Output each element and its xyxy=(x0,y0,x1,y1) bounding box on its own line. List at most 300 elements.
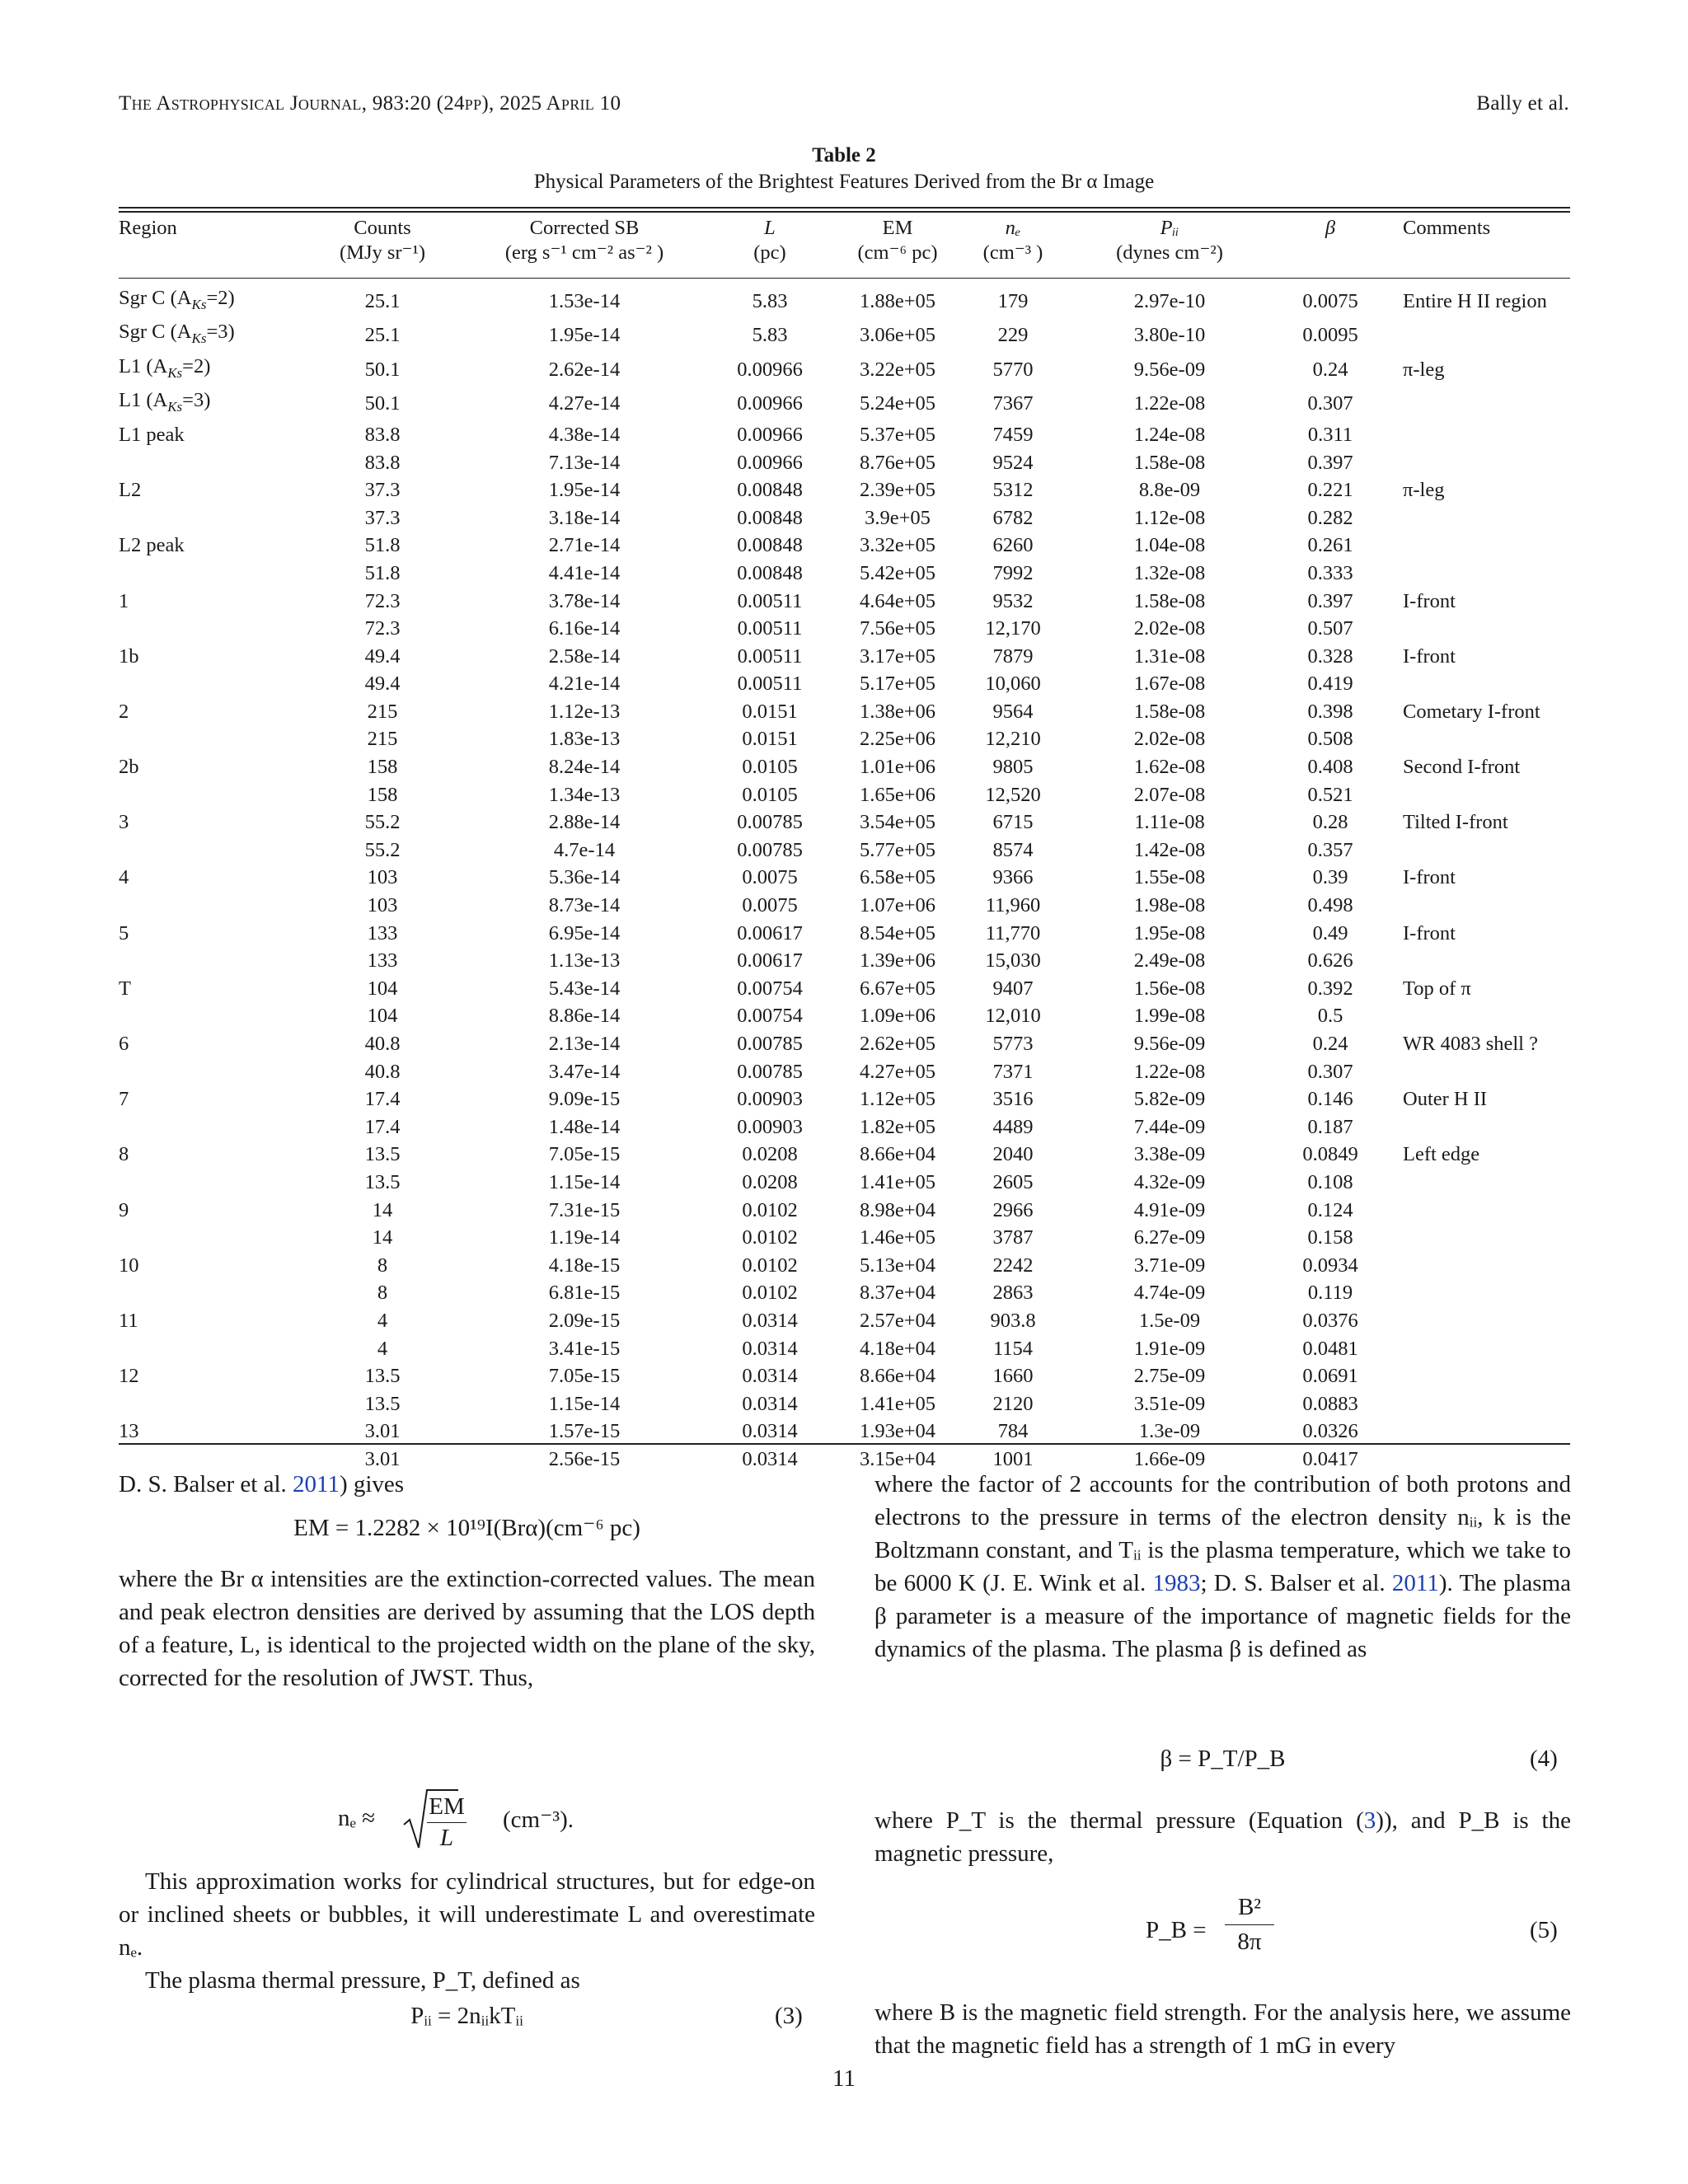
cell-region: 2b xyxy=(119,756,139,779)
table-row xyxy=(119,353,1570,387)
cell-em: 4.64e+05 xyxy=(859,589,936,612)
col-header-beta: β xyxy=(1325,217,1336,239)
cell-l: 0.00966 xyxy=(737,358,803,381)
cell-beta: 0.39 xyxy=(1312,866,1348,889)
cell-beta: 0.311 xyxy=(1307,423,1353,446)
cell-em: 3.22e+05 xyxy=(859,358,936,381)
equation-3: Pᵢᵢ = 2nᵢᵢkTᵢᵢ xyxy=(410,2003,523,2029)
cell-corrected-sb: 4.27e-14 xyxy=(548,392,621,415)
cell-l: 0.0314 xyxy=(742,1447,798,1470)
cell-pii: 5.82e-09 xyxy=(1133,1088,1206,1111)
left-para-4: The plasma thermal pressure, P_T, defined as xyxy=(145,1967,580,1994)
cell-pii: 1.58e-08 xyxy=(1133,451,1206,474)
cell-beta: 0.0376 xyxy=(1302,1309,1358,1332)
cell-comments: I-front xyxy=(1403,921,1456,944)
cell-corrected-sb: 7.13e-14 xyxy=(548,451,621,474)
cell-pii: 1.24e-08 xyxy=(1133,423,1206,446)
cell-region xyxy=(119,670,300,698)
cell-l: 0.00966 xyxy=(737,392,803,415)
cell-comments xyxy=(1388,1279,1570,1307)
table-row xyxy=(119,892,1570,920)
cell-pii: 1.3e-09 xyxy=(1138,1420,1201,1443)
col-header-comments: Comments xyxy=(1403,217,1491,239)
cell-corrected-sb: 8.24e-14 xyxy=(548,756,621,779)
cell-pii: 1.11e-08 xyxy=(1134,811,1205,834)
cell-l: 0.00785 xyxy=(737,1060,803,1083)
table-row xyxy=(119,1197,1570,1225)
cell-em: 3.17e+05 xyxy=(859,644,936,668)
table-row xyxy=(119,781,1570,809)
cell-l: 0.00617 xyxy=(737,949,803,972)
table-row xyxy=(119,1058,1570,1086)
table-row xyxy=(119,1030,1570,1058)
cell-comments xyxy=(1388,837,1570,865)
cell-counts: 215 xyxy=(367,728,398,751)
table-row xyxy=(119,864,1570,892)
cell-corrected-sb: 2.58e-14 xyxy=(548,644,621,668)
cell-em: 4.18e+04 xyxy=(859,1337,936,1360)
cell-region: 11 xyxy=(119,1309,138,1332)
cell-ne: 1154 xyxy=(992,1337,1034,1360)
cell-region xyxy=(119,1169,300,1197)
cell-corrected-sb: 1.95e-14 xyxy=(548,479,621,502)
cell-counts: 17.4 xyxy=(364,1088,401,1111)
cell-pii: 6.27e-09 xyxy=(1133,1226,1206,1249)
cell-em: 5.17e+05 xyxy=(859,673,936,696)
col-header-region: Region xyxy=(119,217,177,239)
table-row xyxy=(119,615,1570,643)
cell-counts: 3.01 xyxy=(364,1447,401,1470)
cell-region: Sgr C $(A_{Ks}=2)$ xyxy=(119,287,235,312)
cell-beta: 0.507 xyxy=(1307,617,1353,640)
cell-corrected-sb: 2.88e-14 xyxy=(548,811,621,834)
cell-em: 2.39e+05 xyxy=(859,479,936,502)
table-row xyxy=(119,1307,1570,1335)
cell-comments xyxy=(1388,1058,1570,1086)
cell-region: T xyxy=(119,977,131,1000)
cell-l: 0.0314 xyxy=(742,1420,798,1443)
cell-beta: 0.307 xyxy=(1307,392,1353,415)
col-header-em: EM (cm⁻⁶ pc) xyxy=(857,217,938,264)
cell-em: 3.06e+05 xyxy=(859,324,936,347)
cell-comments xyxy=(1388,1362,1570,1390)
left-para-1: D. S. Balser et al. 2011) gives xyxy=(119,1471,405,1497)
cell-l: 0.0314 xyxy=(742,1309,798,1332)
cell-em: 8.76e+05 xyxy=(859,451,936,474)
cell-ne: 179 xyxy=(997,289,1029,312)
table-row xyxy=(119,725,1570,753)
cell-em: 6.67e+05 xyxy=(859,977,936,1000)
page-number: 11 xyxy=(832,2065,856,2092)
table-row xyxy=(119,808,1570,837)
cell-l: 0.0105 xyxy=(742,783,798,806)
cell-corrected-sb: 3.78e-14 xyxy=(548,589,621,612)
cell-l: 0.0208 xyxy=(742,1170,798,1193)
data-table xyxy=(119,216,1570,1474)
cell-em: 5.24e+05 xyxy=(859,392,936,415)
cell-ne: 2966 xyxy=(992,1198,1034,1221)
cell-region: 5 xyxy=(119,921,129,944)
cell-pii: 2.97e-10 xyxy=(1133,289,1206,312)
cell-ne: 2863 xyxy=(992,1282,1034,1305)
cell-pii: 1.56e-08 xyxy=(1133,977,1206,1000)
cell-comments: Second I-front xyxy=(1403,756,1521,779)
cell-corrected-sb: 1.19e-14 xyxy=(548,1226,621,1249)
cell-counts: 158 xyxy=(367,756,398,779)
col-header-l: L (pc) xyxy=(753,217,786,264)
cell-comments: I-front xyxy=(1403,644,1456,668)
table-row xyxy=(119,1224,1570,1252)
cell-beta: 0.398 xyxy=(1307,700,1353,723)
cell-corrected-sb: 8.86e-14 xyxy=(548,1005,621,1028)
cell-pii: 1.58e-08 xyxy=(1133,589,1206,612)
cell-beta: 0.261 xyxy=(1307,534,1353,557)
cell-beta: 0.521 xyxy=(1307,783,1353,806)
col-header-pii: Pᵢᵢ (dynes cm⁻²) xyxy=(1116,217,1223,264)
cell-pii: 8.8e-09 xyxy=(1138,479,1201,502)
cell-ne: 12,170 xyxy=(985,617,1041,640)
cell-l: 5.83 xyxy=(752,324,788,347)
cell-ne: 7371 xyxy=(992,1060,1034,1083)
cell-em: 8.37e+04 xyxy=(859,1282,936,1305)
cell-corrected-sb: 5.36e-14 xyxy=(548,866,621,889)
equation-5 xyxy=(1146,1892,1343,1966)
cell-l: 0.00754 xyxy=(737,1005,803,1028)
cell-comments: Top of π xyxy=(1403,977,1471,1000)
cell-l: 0.0102 xyxy=(742,1226,798,1249)
cell-pii: 2.49e-08 xyxy=(1133,949,1206,972)
cell-ne: 9407 xyxy=(992,977,1034,1000)
cell-counts: 49.4 xyxy=(364,673,401,696)
equation-em: EM = 1.2282 × 10¹⁹I(Brα)(cm⁻⁶ pc) xyxy=(293,1515,640,1541)
cell-region: L2 xyxy=(119,479,142,502)
table-header-row xyxy=(119,216,1570,278)
cell-corrected-sb: 8.73e-14 xyxy=(548,894,621,917)
cell-counts: 3.01 xyxy=(364,1420,401,1443)
cell-l: 0.0151 xyxy=(742,728,798,751)
equation-4: β = P_T/P_B xyxy=(1160,1746,1286,1772)
cell-comments xyxy=(1388,532,1570,560)
cell-region xyxy=(119,781,300,809)
cell-comments xyxy=(1388,1169,1570,1197)
cell-em: 2.25e+06 xyxy=(859,728,936,751)
cell-pii: 4.91e-09 xyxy=(1133,1198,1206,1221)
cell-pii: 1.22e-08 xyxy=(1133,1060,1206,1083)
cell-counts: 133 xyxy=(367,921,398,944)
cell-ne: 6715 xyxy=(992,811,1034,834)
cell-comments: I-front xyxy=(1403,589,1456,612)
cell-em: 3.15e+04 xyxy=(859,1447,936,1470)
cell-corrected-sb: 3.47e-14 xyxy=(548,1060,621,1083)
cell-ne: 903.8 xyxy=(990,1309,1036,1332)
cell-counts: 37.3 xyxy=(364,506,401,529)
cell-comments xyxy=(1388,449,1570,477)
cell-counts: 158 xyxy=(367,783,398,806)
cell-region xyxy=(119,449,300,477)
equation-ne xyxy=(338,1787,602,1853)
table-row xyxy=(119,476,1570,504)
cell-corrected-sb: 6.81e-15 xyxy=(548,1282,621,1305)
cell-counts: 8 xyxy=(377,1254,388,1277)
cell-pii: 1.5e-09 xyxy=(1138,1309,1201,1332)
cell-pii: 2.02e-08 xyxy=(1133,728,1206,751)
table-row xyxy=(119,837,1570,865)
cell-corrected-sb: 1.15e-14 xyxy=(548,1392,621,1415)
cell-region: L1 peak xyxy=(119,423,185,446)
table-row xyxy=(119,504,1570,532)
cell-pii: 9.56e-09 xyxy=(1133,358,1206,381)
cell-beta: 0.49 xyxy=(1312,921,1348,944)
cell-counts: 103 xyxy=(367,866,398,889)
cell-comments: Cometary I-front xyxy=(1403,700,1540,723)
cell-beta: 0.124 xyxy=(1307,1198,1353,1221)
table-row xyxy=(119,1169,1570,1197)
cell-comments xyxy=(1388,1002,1570,1030)
cell-em: 8.54e+05 xyxy=(859,921,936,944)
cell-region: 13 xyxy=(119,1420,139,1443)
cell-beta: 0.0934 xyxy=(1302,1254,1358,1277)
cell-em: 1.39e+06 xyxy=(859,949,936,972)
cell-corrected-sb: 3.41e-15 xyxy=(548,1337,621,1360)
left-para-3: This approximation works for cylindrical structures, but for edge-on or inclined sheets or bubbles, it will underestimate L and overestimate nₑ. xyxy=(119,1868,815,1961)
cell-l: 0.00785 xyxy=(737,811,803,834)
cell-corrected-sb: 1.13e-13 xyxy=(548,949,621,972)
cell-region xyxy=(119,615,300,643)
running-head-journal: The Astrophysical Journal, 983:20 (24pp), 2025 April 10 xyxy=(119,92,621,115)
table-row xyxy=(119,449,1570,477)
table-row xyxy=(119,1362,1570,1390)
cell-l: 0.0102 xyxy=(742,1282,798,1305)
cell-em: 1.41e+05 xyxy=(859,1170,936,1193)
cell-beta: 0.24 xyxy=(1312,358,1348,381)
cell-ne: 7459 xyxy=(992,423,1034,446)
cell-counts: 50.1 xyxy=(364,392,401,415)
table-top-rule-2 xyxy=(119,211,1570,213)
cell-region: 12 xyxy=(119,1365,139,1388)
cell-region: 1 xyxy=(119,589,129,612)
cell-counts: 13.5 xyxy=(364,1143,401,1166)
cell-l: 0.0075 xyxy=(742,866,798,889)
cell-region xyxy=(119,837,300,865)
table-top-rule xyxy=(119,207,1570,209)
cell-region: L1 $(A_{Ks}=3)$ xyxy=(119,389,211,415)
cell-counts: 104 xyxy=(367,1005,398,1028)
table-row xyxy=(119,387,1570,420)
cell-beta: 0.0075 xyxy=(1302,289,1358,312)
cell-counts: 4 xyxy=(377,1309,388,1332)
cell-l: 0.0105 xyxy=(742,756,798,779)
cell-beta: 0.5 xyxy=(1317,1005,1343,1028)
cell-comments xyxy=(1388,1113,1570,1141)
table-row xyxy=(119,1418,1570,1446)
equation-3-number: (3) xyxy=(775,2003,803,2029)
cell-region: L2 peak xyxy=(119,534,185,557)
cell-l: 0.00966 xyxy=(737,423,803,446)
cell-em: 1.38e+06 xyxy=(859,700,936,723)
cell-counts: 13.5 xyxy=(364,1365,401,1388)
table-row xyxy=(119,920,1570,948)
cell-pii: 1.95e-08 xyxy=(1133,921,1206,944)
table-row xyxy=(119,947,1570,975)
cell-comments xyxy=(1388,421,1570,449)
cell-beta: 0.392 xyxy=(1307,977,1353,1000)
equation-4-number: (4) xyxy=(1530,1746,1558,1772)
cell-comments: Outer H II xyxy=(1403,1088,1488,1111)
cell-em: 1.88e+05 xyxy=(859,289,936,312)
cell-beta: 0.0883 xyxy=(1302,1392,1358,1415)
cell-pii: 2.02e-08 xyxy=(1133,617,1206,640)
cell-em: 3.54e+05 xyxy=(859,811,936,834)
cell-region xyxy=(119,725,300,753)
table-row xyxy=(119,588,1570,616)
cell-beta: 0.508 xyxy=(1307,728,1353,751)
citation-link-balser-2011[interactable]: 2011 xyxy=(293,1471,340,1497)
equation-ne-numerator: EM xyxy=(429,1793,465,1820)
cell-em: 5.37e+05 xyxy=(859,423,936,446)
cell-corrected-sb: 4.18e-15 xyxy=(548,1254,621,1277)
cell-ne: 784 xyxy=(997,1420,1029,1443)
table-row xyxy=(119,1279,1570,1307)
cell-pii: 1.62e-08 xyxy=(1133,756,1206,779)
cell-pii: 7.44e-09 xyxy=(1133,1115,1206,1138)
cell-corrected-sb: 1.57e-15 xyxy=(548,1420,621,1443)
cell-counts: 55.2 xyxy=(364,838,401,861)
cell-l: 5.83 xyxy=(752,289,788,312)
cell-region: 10 xyxy=(119,1254,139,1277)
cell-ne: 10,060 xyxy=(985,673,1041,696)
cell-em: 3.9e+05 xyxy=(865,506,931,529)
cell-corrected-sb: 6.16e-14 xyxy=(548,617,621,640)
cell-comments xyxy=(1388,892,1570,920)
cell-beta: 0.282 xyxy=(1307,506,1353,529)
cell-region: 1b xyxy=(119,644,139,668)
cell-ne: 7992 xyxy=(992,561,1034,584)
cell-pii: 1.22e-08 xyxy=(1133,392,1206,415)
cell-comments xyxy=(1388,1224,1570,1252)
table-row xyxy=(119,1141,1570,1169)
cell-beta: 0.419 xyxy=(1307,673,1353,696)
cell-l: 0.00966 xyxy=(737,451,803,474)
cell-ne: 11,960 xyxy=(985,894,1041,917)
cell-corrected-sb: 2.13e-14 xyxy=(548,1033,621,1055)
cell-comments xyxy=(1388,781,1570,809)
cell-comments: π-leg xyxy=(1403,358,1445,381)
cell-ne: 7367 xyxy=(992,392,1034,415)
cell-region xyxy=(119,1390,300,1418)
cell-counts: 4 xyxy=(377,1337,388,1360)
table-row xyxy=(119,1252,1570,1280)
cell-comments xyxy=(1388,1252,1570,1280)
citation-link-wink-1983[interactable]: 1983 xyxy=(1152,1570,1201,1596)
cell-beta: 0.626 xyxy=(1307,949,1353,972)
equation-3-link[interactable]: 3 xyxy=(1363,1807,1376,1834)
cell-l: 0.00848 xyxy=(737,534,803,557)
cell-corrected-sb: 7.05e-15 xyxy=(548,1143,621,1166)
cell-corrected-sb: 2.09e-15 xyxy=(548,1309,621,1332)
citation-link-balser-2011-b[interactable]: 2011 xyxy=(1391,1570,1439,1596)
cell-region xyxy=(119,947,300,975)
cell-region: Sgr C $(A_{Ks}=3)$ xyxy=(119,321,235,347)
cell-comments xyxy=(1388,1390,1570,1418)
cell-l: 0.00754 xyxy=(737,977,803,1000)
cell-comments xyxy=(1388,1335,1570,1363)
cell-ne: 12,010 xyxy=(985,1005,1041,1028)
cell-region: 7 xyxy=(119,1088,129,1111)
cell-comments xyxy=(1388,1197,1570,1225)
cell-comments xyxy=(1388,1307,1570,1335)
cell-pii: 1.99e-08 xyxy=(1133,1005,1206,1028)
cell-counts: 55.2 xyxy=(364,811,401,834)
cell-em: 1.41e+05 xyxy=(859,1392,936,1415)
cell-pii: 3.71e-09 xyxy=(1133,1254,1206,1277)
cell-region: 6 xyxy=(119,1033,129,1055)
cell-ne: 3516 xyxy=(992,1088,1034,1111)
cell-ne: 4489 xyxy=(992,1115,1034,1138)
cell-ne: 5773 xyxy=(992,1033,1034,1055)
cell-comments xyxy=(1388,670,1570,698)
cell-em: 7.56e+05 xyxy=(859,617,936,640)
cell-em: 1.01e+06 xyxy=(859,756,936,779)
cell-counts: 104 xyxy=(367,977,398,1000)
cell-l: 0.00617 xyxy=(737,921,803,944)
table-row xyxy=(119,643,1570,671)
cell-em: 2.57e+04 xyxy=(859,1309,936,1332)
right-para-1: where the factor of 2 accounts for the contribution of both protons and electrons to the pressure in terms of the electron density nᵢᵢ, k is the Boltzmann constant, and Tᵢᵢ is the plasma temperature, which we take to be 6000 K (J. E. Wink et al. 1983; D. S. Balser et al. 2011). The plasma β parameter is a measure of the importance of magnetic fields for the dynamics of the plasma. The plasma β is defined as xyxy=(874,1471,1571,1662)
cell-beta: 0.397 xyxy=(1307,451,1353,474)
cell-comments xyxy=(1388,1418,1570,1446)
cell-corrected-sb: 1.53e-14 xyxy=(548,289,621,312)
cell-comments: Left edge xyxy=(1403,1143,1480,1166)
cell-corrected-sb: 4.41e-14 xyxy=(548,561,621,584)
equation-5-denominator: 8π xyxy=(1237,1929,1262,1955)
cell-pii: 3.51e-09 xyxy=(1133,1392,1206,1415)
cell-counts: 72.3 xyxy=(364,617,401,640)
table-row xyxy=(119,1113,1570,1141)
cell-comments: π-leg xyxy=(1403,479,1445,502)
cell-corrected-sb: 9.09e-15 xyxy=(548,1088,621,1111)
cell-counts: 133 xyxy=(367,949,398,972)
cell-region: 2 xyxy=(119,700,129,723)
cell-comments xyxy=(1388,947,1570,975)
cell-region xyxy=(119,1335,300,1363)
cell-beta: 0.397 xyxy=(1307,589,1353,612)
col-header-ne: nₑ (cm⁻³ ) xyxy=(982,217,1043,264)
cell-counts: 49.4 xyxy=(364,644,401,668)
cell-pii: 2.75e-09 xyxy=(1133,1365,1206,1388)
cell-ne: 1001 xyxy=(992,1447,1034,1470)
cell-l: 0.00511 xyxy=(737,644,803,668)
cell-corrected-sb: 1.48e-14 xyxy=(548,1115,621,1138)
cell-counts: 17.4 xyxy=(364,1115,401,1138)
cell-counts: 13.5 xyxy=(364,1170,401,1193)
cell-em: 1.09e+06 xyxy=(859,1005,936,1028)
cell-comments: WR 4083 shell ? xyxy=(1403,1033,1538,1055)
cell-pii: 1.32e-08 xyxy=(1133,561,1206,584)
cell-counts: 215 xyxy=(367,700,398,723)
cell-em: 1.93e+04 xyxy=(859,1420,936,1443)
cell-corrected-sb: 1.15e-14 xyxy=(548,1170,621,1193)
cell-beta: 0.187 xyxy=(1307,1115,1353,1138)
cell-pii: 1.31e-08 xyxy=(1133,644,1206,668)
table-row xyxy=(119,1002,1570,1030)
cell-ne: 2242 xyxy=(992,1254,1034,1277)
cell-ne: 2605 xyxy=(992,1170,1034,1193)
cell-beta: 0.0849 xyxy=(1302,1143,1358,1166)
table-row xyxy=(119,1335,1570,1363)
cell-em: 5.77e+05 xyxy=(859,838,936,861)
cell-pii: 1.91e-09 xyxy=(1133,1337,1206,1360)
table-row xyxy=(119,560,1570,588)
